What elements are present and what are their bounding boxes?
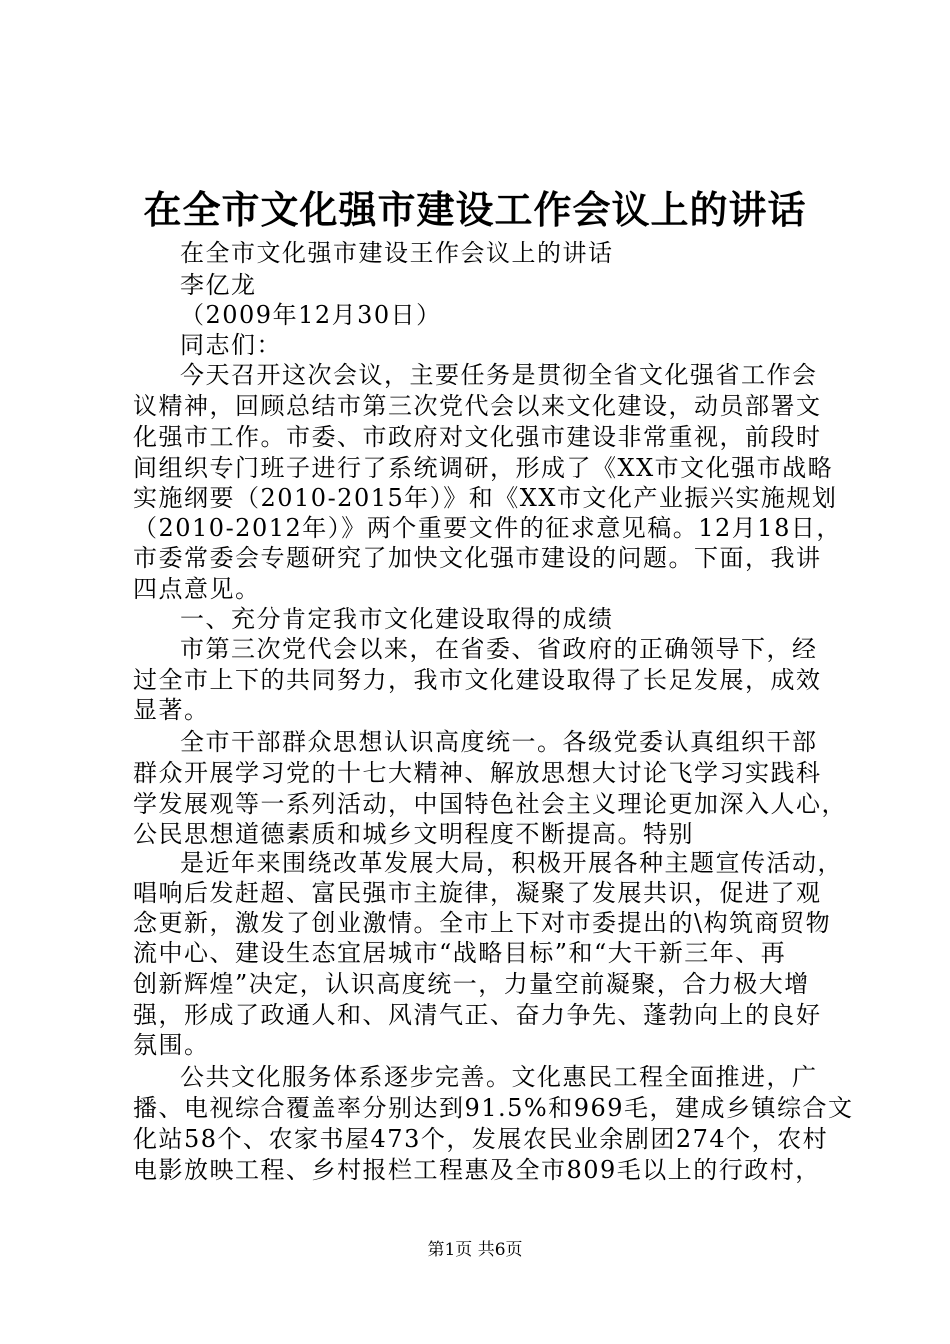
paragraph-line: 化站58个、农家书屋473个，发展农民业余剧团274个，农村 [133, 1125, 829, 1153]
paragraph-line: 群众开展学习党的十七大精神、解放思想大讨论飞学习实践科 [133, 759, 822, 787]
paragraph-line: 电影放映工程、乡村报栏工程惠及全市809毛以上的行政村， [133, 1156, 821, 1184]
subtitle-line: 在全市文化强市建设王作会议上的讲话 [180, 239, 614, 267]
paragraph-line: 议精神，回顾总结市第三次党代会以来文化建设，动员部署文 [133, 392, 822, 420]
paragraph-line: 四点意见。 [133, 575, 261, 603]
document-title: 在全市文化强市建设工作会议上的讲话 [143, 187, 807, 232]
paragraph-line: 全市干部群众思想认识高度统一。各级党委认真组织干部 [180, 728, 818, 756]
paragraph-line: 念更新，激发了创业激情。全市上下对市委提出的\构筑商贸物 [133, 909, 832, 937]
paragraph-line: 市委常委会专题研究了加快文化强市建设的问题。下面，我讲 [133, 544, 822, 572]
paragraph-line: 创新辉煌”决定，认识高度统一，力量空前凝聚，合力极大增 [133, 970, 810, 998]
paragraph-line: 唱响后发赶超、富民强市主旋律，凝聚了发展共识，促进了观 [133, 879, 822, 907]
date-line: （2009年12月30日） [180, 301, 442, 329]
paragraph-line: 播、电视综合覆盖率分别达到91.5%和969毛，建成乡镇综合文 [133, 1094, 854, 1122]
section-heading: 一、充分肯定我市文化建设取得的成绩 [180, 605, 614, 633]
paragraph-line: （2010-2012年）》两个重要文件的征求意见稿。12月18日， [133, 514, 842, 542]
paragraph-line: 氛围。 [133, 1031, 210, 1059]
paragraph-line: 间组织专门班子进行了系统调研，形成了《XX市文化强市战略 [133, 454, 834, 482]
paragraph-line: 流中心、建设生态宜居城市“战略目标”和“大干新三年、再 [133, 939, 787, 967]
paragraph-line: 显著。 [133, 696, 210, 724]
paragraph-line: 公共文化服务体系逐步完善。文化惠民工程全面推进，广 [180, 1063, 818, 1091]
page-footer: 第1页 共6页 [427, 1240, 523, 1260]
paragraph-line: 学发展观等一系列活动，中国特色社会主义理论更加深入人心， [133, 790, 847, 818]
paragraph-line: 化强市工作。市委、市政府对文化强市建设非常重视，前段时 [133, 423, 822, 451]
paragraph-line: 市第三次党代会以来，在省委、省政府的正确领导下，经 [180, 635, 818, 663]
paragraph-line: 实施纲要（2010-2015年）》和《XX市文化产业振兴实施规划 [133, 484, 838, 512]
paragraph-line: 公民思想道德素质和城乡文明程度不断提高。特别 [133, 820, 694, 848]
paragraph-line: 强，形成了政通人和、风清气正、奋力争先、蓬勃向上的良好 [133, 1001, 822, 1029]
author-line: 李亿龙 [180, 271, 257, 299]
salutation-line: 同志们： [180, 331, 282, 359]
paragraph-line: 今天召开这次会议，主要任务是贯彻全省文化强省工作会 [180, 361, 818, 389]
paragraph-line: 是近年来围绕改革发展大局，积极开展各种主题宣传活动， [180, 849, 843, 877]
paragraph-line: 过全市上下的共同努力，我市文化建设取得了长足发展，成效 [133, 666, 822, 694]
